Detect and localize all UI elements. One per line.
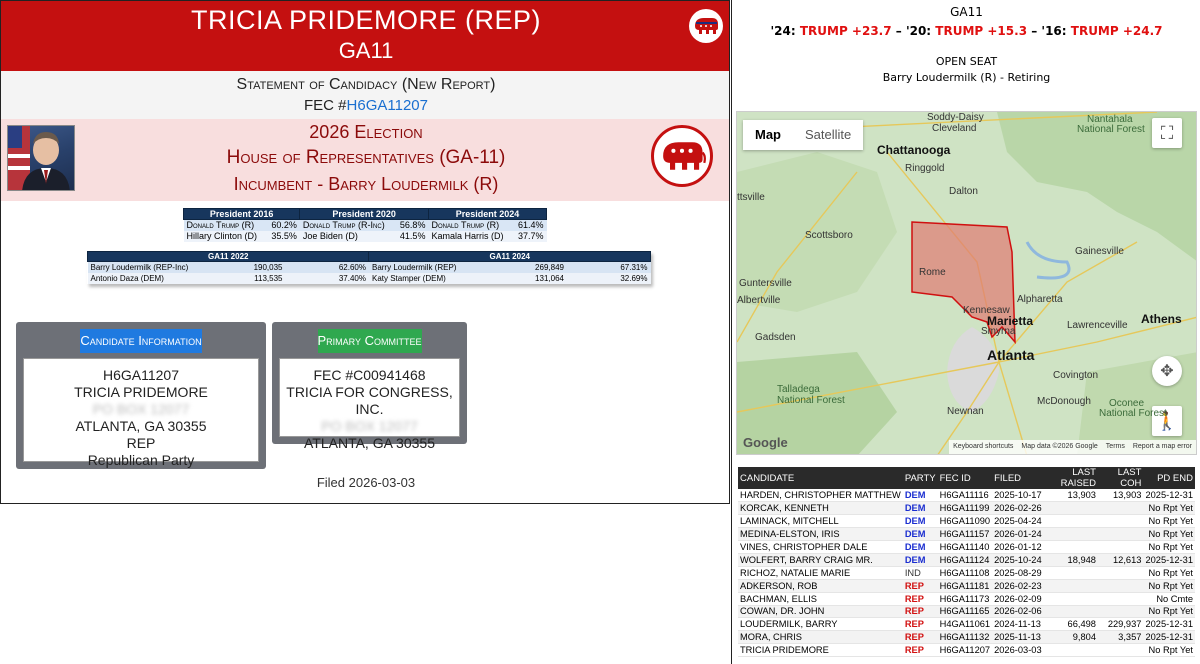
map-place: Talladega — [777, 384, 820, 395]
table-cell — [1098, 592, 1143, 605]
table-row[interactable] — [738, 528, 1195, 541]
table-cell: 2025-04-24 — [994, 516, 1042, 527]
table-cell — [1044, 502, 1098, 515]
table-cell: 229,937 — [1098, 618, 1143, 631]
committee-info-body — [279, 358, 460, 451]
house-results-table — [87, 251, 651, 284]
table-row[interactable] — [738, 541, 1195, 554]
col-header: LAST RAISED — [1044, 467, 1098, 489]
info-line: H6GA11207 — [102, 367, 179, 383]
cell: 37.40% — [285, 273, 369, 284]
table-cell: BACHMAN, ELLIS — [738, 592, 903, 605]
map-place: Cleveland — [932, 123, 977, 134]
pegman-icon: 🚶 — [1155, 410, 1179, 431]
table-cell: No Rpt Yet — [1143, 528, 1195, 541]
info-line: PO BOX 12077 — [92, 401, 190, 417]
fec-id-line — [1, 96, 730, 116]
cell: 61.4% — [512, 220, 546, 231]
map-place: Alpharetta — [1017, 294, 1063, 305]
table-cell: H6GA11132 — [938, 631, 992, 644]
table-cell: LAMINACK, MITCHELL — [738, 515, 903, 528]
year-label: '16: — [1041, 24, 1067, 38]
table-cell: No Rpt Yet — [1143, 502, 1195, 515]
map-place: Albertville — [737, 295, 781, 306]
map-place: Nantahala — [1087, 114, 1133, 125]
table-header-row — [738, 467, 1195, 489]
col-header: LAST COH — [1098, 467, 1143, 489]
map-footer — [949, 440, 1196, 454]
table-cell: 2025-12-31 — [1143, 489, 1195, 502]
satellite-tab[interactable]: Satellite — [805, 127, 852, 142]
keyboard-shortcuts-link[interactable]: Keyboard shortcuts — [953, 443, 1014, 450]
table-row — [88, 262, 651, 273]
table-row[interactable] — [738, 605, 1195, 618]
election-year: 2026 Election — [309, 122, 423, 142]
table-cell: KORCAK, KENNETH — [738, 502, 903, 515]
map-place: National Forest — [1077, 124, 1145, 135]
year-label: '20: — [905, 24, 932, 38]
table-cell: TRICIA PRIDEMORE — [738, 644, 903, 657]
table-cell: No Rpt Yet — [1143, 579, 1195, 592]
election-banner — [1, 119, 730, 201]
table-cell: 13,903 — [1098, 489, 1143, 502]
table-cell: H6GA11108 — [938, 566, 992, 579]
table-row — [88, 273, 651, 284]
col-header: GA11 2022 — [88, 252, 369, 262]
map-place: Smyrna — [981, 326, 1016, 337]
map-place: Athens — [1141, 312, 1182, 326]
table-cell: H6GA11173 — [938, 592, 992, 605]
cell: 190,035 — [198, 262, 286, 273]
table-cell: REP — [903, 618, 938, 631]
map-place: Kennesaw — [963, 305, 1010, 316]
col-header: PD END — [1143, 467, 1195, 489]
table-row — [184, 231, 547, 242]
table-cell: ADKERSON, ROB — [738, 579, 903, 592]
cell: Kamala Harris (D) — [428, 231, 512, 242]
statement-panel — [0, 0, 730, 504]
table-cell: REP — [903, 579, 938, 592]
map-place: Gainesville — [1075, 246, 1124, 257]
table-cell — [1044, 566, 1098, 579]
info-line: PO BOX 12077 — [321, 418, 418, 434]
table-cell: No Rpt Yet — [1143, 541, 1195, 554]
map-place: Lawrenceville — [1067, 320, 1128, 331]
table-cell: No Rpt Yet — [1143, 644, 1195, 657]
table-cell: 2025-10-17 — [994, 490, 1042, 501]
filed-date: Filed 2026-03-03 — [316, 475, 416, 490]
table-cell: REP — [903, 592, 938, 605]
table-cell: REP — [903, 644, 938, 657]
table-cell: DEM — [903, 515, 938, 528]
table-cell: DEM — [903, 489, 938, 502]
table-row[interactable] — [738, 489, 1195, 502]
candidate-information-button[interactable]: Candidate Information — [80, 329, 202, 353]
table-cell: REP — [903, 605, 938, 618]
cell: Hillary Clinton (D) — [184, 231, 266, 242]
district-title: GA11 — [950, 5, 983, 19]
table-cell: DEM — [903, 541, 938, 554]
map-tab[interactable]: Map — [755, 127, 781, 142]
table-cell — [1044, 541, 1098, 554]
info-line: FEC #C00941468 — [313, 367, 426, 383]
table-row[interactable] — [738, 618, 1195, 631]
statement-banner — [1, 71, 730, 119]
table-cell: 2026-01-12 — [994, 542, 1042, 552]
table-cell: 13,903 — [1044, 489, 1098, 502]
table-cell: VINES, CHRISTOPHER DALE — [738, 541, 903, 554]
col-header: President 2016 — [184, 209, 300, 220]
table-cell: 2024-11-13 — [992, 618, 1044, 631]
candidates-table — [738, 467, 1195, 657]
table-row — [184, 220, 547, 231]
map-data-credit: Map data ©2026 Google — [1021, 443, 1098, 450]
table-cell: No Cmte — [1143, 592, 1195, 605]
map-place: Newnan — [947, 406, 984, 417]
map-place: Gadsden — [755, 332, 796, 343]
cell: Katy Stamper (DEM) — [369, 273, 479, 284]
table-cell: 3,357 — [1098, 631, 1143, 644]
cell: 32.69% — [567, 273, 651, 284]
cell: 62.60% — [285, 262, 369, 273]
table-cell — [1098, 566, 1143, 579]
table-cell: 12,613 — [1098, 553, 1143, 566]
district-label: GA11 — [338, 38, 394, 63]
table-cell — [1098, 528, 1143, 541]
map-place: Dalton — [949, 186, 978, 197]
map-place: Rome — [919, 267, 946, 278]
info-line: ATLANTA, GA 30355 — [304, 435, 435, 451]
table-cell: COWAN, DR. JOHN — [738, 605, 903, 618]
table-cell: DEM — [903, 502, 938, 515]
separator: – — [891, 24, 906, 38]
cell: 37.7% — [512, 231, 546, 242]
map-place: Covington — [1053, 370, 1099, 381]
table-cell: No Rpt Yet — [1143, 566, 1195, 579]
cell: 35.5% — [266, 231, 300, 242]
table-cell: 66,498 — [1044, 618, 1098, 631]
cell: Antonio Daza (DEM) — [88, 273, 198, 284]
candidate-header — [1, 1, 730, 71]
fullscreen-icon: ⛶ — [1160, 122, 1174, 143]
fec-id-link[interactable]: H6GA11207 — [346, 97, 428, 114]
candidate-name: TRICIA PRIDEMORE (REP) — [190, 5, 542, 35]
fullscreen-button[interactable] — [1152, 118, 1182, 148]
cell: 41.5% — [395, 231, 429, 242]
candidate-info-body — [23, 358, 259, 468]
table-cell: 2026-01-24 — [994, 529, 1042, 540]
table-cell: H6GA11207 — [939, 645, 991, 656]
table-cell: DEM — [903, 528, 938, 541]
table-cell: DEM — [903, 553, 938, 566]
cell: 131,064 — [479, 273, 567, 284]
col-header: President 2020 — [300, 209, 429, 220]
table-row[interactable] — [738, 579, 1195, 592]
map-place: ttsville — [737, 192, 765, 203]
separator: – — [1027, 24, 1042, 38]
table-cell: No Rpt Yet — [1143, 515, 1195, 528]
col-header: FEC ID — [938, 467, 992, 489]
table-cell: H6GA11181 — [938, 579, 992, 592]
table-cell: 2025-08-29 — [994, 567, 1042, 578]
presidential-results-table — [183, 208, 547, 242]
table-cell — [1098, 605, 1143, 618]
table-cell: 2025-12-31 — [1143, 553, 1195, 566]
table-row[interactable] — [738, 631, 1195, 644]
table-cell — [1098, 515, 1143, 528]
candidate-info-card — [16, 322, 266, 469]
info-line: REP — [126, 435, 156, 451]
table-cell: 2026-02-26 — [994, 503, 1042, 514]
cell: Barry Loudermilk (REP) — [369, 262, 479, 273]
table-cell: H6GA11116 — [938, 489, 992, 502]
map-place: Soddy-Daisy — [927, 112, 984, 123]
table-cell: 2025-12-31 — [1143, 618, 1195, 631]
table-cell: 2025-12-31 — [1143, 631, 1195, 644]
cell: 56.8% — [395, 220, 429, 231]
incumbent-label: Incumbent - Barry Loudermilk (R) — [233, 174, 499, 194]
primary-committee-button[interactable]: Primary Committee — [318, 329, 422, 353]
table-cell: 2025-10-24 — [994, 554, 1042, 565]
col-header: President 2024 — [428, 209, 546, 220]
info-line: Republican Party — [87, 452, 195, 468]
table-cell: H6GA11165 — [938, 605, 992, 618]
table-cell: H6GA11199 — [938, 502, 992, 515]
cell: Barry Loudermilk (REP-Inc) — [88, 262, 198, 273]
table-cell: LOUDERMILK, BARRY — [738, 618, 903, 631]
district-map[interactable] — [736, 111, 1197, 455]
margin-value: TRUMP +15.3 — [935, 24, 1028, 38]
map-place: National Forest — [777, 395, 845, 406]
table-cell: REP — [903, 631, 938, 644]
map-type-control — [743, 120, 863, 150]
margin-value: TRUMP +24.7 — [1070, 24, 1163, 38]
open-seat-label: OPEN SEAT — [935, 55, 998, 68]
table-cell: 2026-02-06 — [994, 606, 1042, 617]
table-cell: IND — [903, 566, 938, 579]
primary-committee-card — [272, 322, 467, 451]
table-cell: 9,804 — [1044, 631, 1098, 644]
cell: 113,535 — [198, 273, 286, 284]
statement-title: Statement of Candidacy (New Report) — [236, 76, 496, 93]
terms-link[interactable]: Terms — [1105, 443, 1125, 450]
table-cell: H6GA11157 — [938, 528, 992, 541]
pan-control[interactable] — [1152, 356, 1182, 386]
cell: Donald Trump (R-Inc) — [300, 220, 395, 231]
gop-elephant-icon — [689, 9, 723, 43]
table-cell: 2026-03-03 — [994, 645, 1042, 656]
table-cell: MEDINA-ELSTON, IRIS — [738, 528, 903, 541]
table-cell: HARDEN, CHRISTOPHER MATTHEW — [740, 490, 901, 501]
table-cell — [1098, 579, 1143, 592]
table-row[interactable] — [738, 644, 1195, 657]
col-header: GA11 2024 — [369, 252, 651, 262]
table-cell: No Rpt Yet — [1143, 605, 1195, 618]
office-title: House of Representatives (GA-11) — [226, 147, 506, 168]
map-place: Ringgold — [905, 163, 945, 174]
map-place: Oconee — [1109, 398, 1145, 409]
cell: 269,849 — [479, 262, 567, 273]
table-cell — [1044, 579, 1098, 592]
gop-elephant-icon — [651, 125, 713, 187]
table-cell — [1098, 541, 1143, 554]
table-row[interactable] — [738, 502, 1195, 515]
table-row[interactable] — [738, 553, 1195, 566]
table-cell — [1098, 502, 1143, 515]
info-line: TRICIA FOR CONGRESS, INC. — [286, 384, 453, 417]
map-place: Atlanta — [987, 347, 1035, 363]
district-summary — [732, 0, 1200, 110]
info-line: ATLANTA, GA 30355 — [75, 418, 207, 434]
table-cell: MORA, CHRIS — [738, 631, 903, 644]
presidential-margins — [732, 20, 1200, 42]
table-cell — [1044, 528, 1098, 541]
cell: 60.2% — [266, 220, 300, 231]
map-place: National Forest — [1099, 408, 1167, 419]
table-cell: H4GA11061 — [939, 619, 991, 630]
table-cell — [1044, 515, 1098, 528]
table-cell — [1044, 592, 1098, 605]
cell: Donald Trump (R) — [184, 220, 266, 231]
move-icon: ✥ — [1160, 363, 1174, 380]
margin-value: TRUMP +23.7 — [799, 24, 892, 38]
table-cell: 2025-11-13 — [992, 631, 1044, 644]
retiring-label: Barry Loudermilk (R) - Retiring — [882, 71, 1051, 84]
google-logo: Google — [743, 435, 788, 450]
year-label: '24: — [770, 24, 796, 38]
table-cell: H6GA11140 — [938, 541, 992, 554]
table-cell: WOLFERT, BARRY CRAIG MR. — [738, 553, 903, 566]
fec-prefix: FEC # — [304, 97, 347, 114]
table-row[interactable] — [738, 515, 1195, 528]
table-cell — [1044, 644, 1098, 657]
table-cell: RICHOZ, NATALIE MARIE — [738, 566, 903, 579]
table-cell — [1098, 644, 1143, 657]
cell: Donald Trump (R) — [428, 220, 512, 231]
candidates-table-body — [738, 489, 1195, 657]
map-place: McDonough — [1037, 396, 1091, 407]
map-place: Marietta — [987, 314, 1034, 328]
map-place: Guntersville — [739, 278, 792, 289]
candidate-photo — [7, 125, 75, 191]
table-row[interactable] — [738, 566, 1195, 579]
info-line: TRICIA PRIDEMORE — [74, 384, 208, 400]
table-cell: H6GA11124 — [938, 553, 992, 566]
report-error-link[interactable]: Report a map error — [1132, 443, 1192, 450]
table-cell — [1044, 605, 1098, 618]
table-cell: 2026-02-23 — [994, 580, 1042, 591]
table-cell: 2026-02-09 — [994, 593, 1042, 604]
table-row[interactable] — [738, 592, 1195, 605]
map-place: Scottsboro — [805, 230, 853, 241]
cell: 67.31% — [567, 262, 651, 273]
cell: Joe Biden (D) — [300, 231, 395, 242]
map-place: Chattanooga — [877, 143, 951, 157]
table-cell: H6GA11090 — [939, 516, 991, 527]
col-header: CANDIDATE — [738, 467, 903, 489]
col-header: FILED — [992, 467, 1044, 489]
district-panel — [731, 0, 1200, 664]
col-header: PARTY — [903, 467, 938, 489]
table-cell: 18,948 — [1044, 553, 1098, 566]
